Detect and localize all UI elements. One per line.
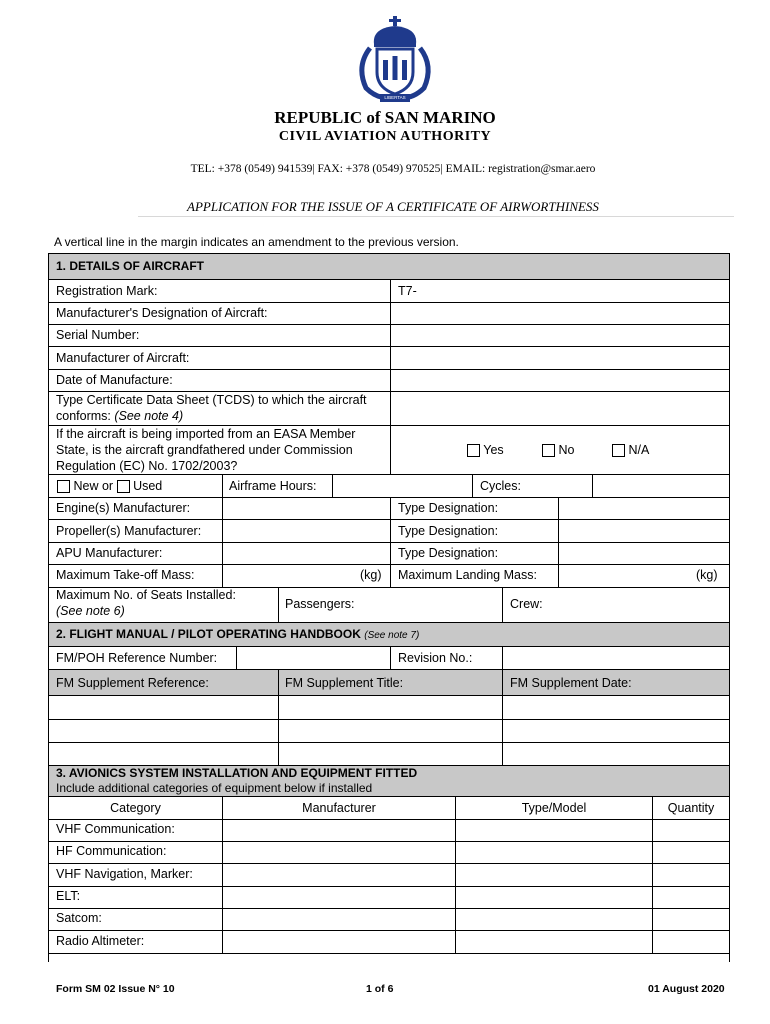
passengers-label: Passengers:	[285, 597, 355, 611]
new-used-options: New or Used	[57, 479, 162, 494]
supplement-row-2-ref[interactable]	[49, 720, 277, 741]
engine-type-designation-field[interactable]	[559, 498, 728, 518]
footer-date: 01 August 2020	[648, 983, 725, 995]
supplement-row-1-title[interactable]	[279, 696, 501, 718]
mlm-label: Maximum Landing Mass:	[398, 568, 537, 582]
yes-checkbox[interactable]	[467, 444, 480, 457]
supplement-row-2-title[interactable]	[279, 720, 501, 741]
used-checkbox[interactable]	[117, 480, 130, 493]
na-checkbox[interactable]	[612, 444, 625, 457]
na-option[interactable]: N/A	[612, 443, 649, 458]
cycles-label: Cycles:	[480, 479, 521, 493]
tcds-label-line1: Type Certificate Data Sheet (TCDS) to which the aircraft	[56, 393, 367, 407]
fm-poh-reference-field[interactable]	[237, 647, 389, 668]
seats-label: Maximum No. of Seats Installed:	[56, 588, 236, 602]
new-checkbox[interactable]	[57, 480, 70, 493]
date-of-manufacture-label: Date of Manufacture:	[56, 373, 173, 387]
supplement-row-1-ref[interactable]	[49, 696, 277, 718]
supplement-title-header: FM Supplement Title:	[285, 676, 404, 690]
supplement-row-2-date[interactable]	[503, 720, 728, 741]
amendment-note: A vertical line in the margin indicates an amendment to the previous version.	[54, 235, 459, 249]
tcds-field[interactable]	[391, 392, 728, 424]
serial-number-field[interactable]	[391, 325, 728, 345]
fm-poh-reference-label: FM/POH Reference Number:	[56, 651, 218, 665]
avionics-row-label: VHF Communication:	[56, 822, 175, 836]
footer-form-id: Form SM 02 Issue N° 10	[56, 983, 175, 995]
aircraft-manufacturer-label: Manufacturer of Aircraft:	[56, 351, 190, 365]
seal-motto: LIBERTAS	[384, 95, 406, 100]
date-of-manufacture-field[interactable]	[391, 370, 728, 390]
avionics-row-label: Satcom:	[56, 911, 102, 925]
propeller-type-designation-label: Type Designation:	[398, 524, 499, 538]
airframe-hours-label: Airframe Hours:	[229, 479, 317, 493]
tcds-label-line2: conforms: (See note 4)	[56, 409, 184, 423]
yes-option[interactable]: Yes	[467, 443, 504, 458]
supplement-row-3-ref[interactable]	[49, 743, 277, 764]
propeller-manufacturer-label: Propeller(s) Manufacturer:	[56, 524, 202, 538]
import-question-line3: Regulation (EC) No. 1702/2003?	[56, 459, 238, 473]
section3-title: 3. AVIONICS SYSTEM INSTALLATION AND EQUIPMENT FITTED	[56, 766, 418, 780]
tcds-note: (See note 4)	[114, 409, 184, 423]
no-option[interactable]: No	[542, 443, 574, 458]
mtom-unit: (kg)	[360, 568, 382, 582]
propeller-type-designation-field[interactable]	[559, 520, 728, 541]
seal-logo	[352, 14, 438, 106]
supplement-reference-header: FM Supplement Reference:	[56, 676, 209, 690]
section2-title: 2. FLIGHT MANUAL / PILOT OPERATING HANDBOOK (See note 7)	[56, 627, 420, 641]
apu-type-designation-label: Type Designation:	[398, 546, 499, 560]
crew-label: Crew:	[510, 597, 543, 611]
avionics-row-label: ELT:	[56, 889, 81, 903]
serial-number-label: Serial Number:	[56, 328, 140, 342]
supplement-date-header: FM Supplement Date:	[510, 676, 632, 690]
apu-manufacturer-field[interactable]	[223, 543, 389, 563]
seats-note: (See note 6)	[56, 604, 125, 618]
revision-label: Revision No.:	[398, 651, 473, 665]
col-quantity-header: Quantity	[667, 801, 715, 815]
mlm-field[interactable]	[559, 565, 694, 586]
col-category-header: Category	[110, 801, 161, 815]
import-question-line2: State, is the aircraft grandfathered under Commission	[56, 443, 353, 457]
avionics-row-label: Radio Altimeter:	[56, 934, 145, 948]
no-checkbox[interactable]	[542, 444, 555, 457]
registration-prefix: T7-	[398, 284, 417, 298]
supplement-row-1-date[interactable]	[503, 696, 728, 718]
manufacturer-designation-label: Manufacturer's Designation of Aircraft:	[56, 306, 268, 320]
authority-subtitle: CIVIL AVIATION AUTHORITY	[278, 129, 492, 144]
engine-manufacturer-field[interactable]	[223, 498, 389, 518]
supplement-row-3-title[interactable]	[279, 743, 501, 764]
republic-title: REPUBLIC of SAN MARINO	[274, 108, 496, 127]
engine-type-designation-label: Type Designation:	[398, 501, 499, 515]
aircraft-manufacturer-field[interactable]	[391, 347, 728, 368]
form-title: APPLICATION FOR THE ISSUE OF A CERTIFICATE OF AIRWORTHINESS	[187, 199, 599, 214]
section1-title: 1. DETAILS OF AIRCRAFT	[56, 259, 204, 273]
propeller-manufacturer-field[interactable]	[223, 520, 389, 541]
revision-field[interactable]	[503, 647, 728, 668]
avionics-row-label: VHF Navigation, Marker:	[56, 867, 193, 881]
section3-subtitle: Include additional categories of equipment below if installed	[56, 781, 373, 795]
section2-title-note: (See note 7)	[364, 630, 420, 641]
col-type-model-header: Type/Model	[521, 801, 587, 815]
passengers-field[interactable]	[360, 588, 501, 621]
col-manufacturer-header: Manufacturer	[302, 801, 376, 815]
contact-line: TEL: +378 (0549) 941539| FAX: +378 (0549) 970525| EMAIL: registration@smar.aero	[190, 163, 596, 175]
import-question-line1: If the aircraft is being imported from an EASA Member	[56, 427, 356, 441]
avionics-row-label: HF Communication:	[56, 844, 167, 858]
mlm-unit: (kg)	[696, 568, 718, 582]
cycles-field[interactable]	[593, 475, 728, 496]
manufacturer-designation-field[interactable]	[391, 303, 728, 323]
apu-manufacturer-label: APU Manufacturer:	[56, 546, 163, 560]
registration-mark-field[interactable]	[420, 280, 728, 301]
registration-mark-label: Registration Mark:	[56, 284, 158, 298]
apu-type-designation-field[interactable]	[559, 543, 728, 563]
crew-field[interactable]	[550, 588, 728, 621]
mtom-field[interactable]	[223, 565, 358, 586]
supplement-row-3-date[interactable]	[503, 743, 728, 764]
title-divider	[138, 216, 734, 217]
airframe-hours-field[interactable]	[333, 475, 471, 496]
footer-page-number: 1 of 6	[366, 983, 394, 995]
engine-manufacturer-label: Engine(s) Manufacturer:	[56, 501, 191, 515]
mtom-label: Maximum Take-off Mass:	[56, 568, 195, 582]
avionics-entry-cells[interactable]	[223, 820, 728, 952]
